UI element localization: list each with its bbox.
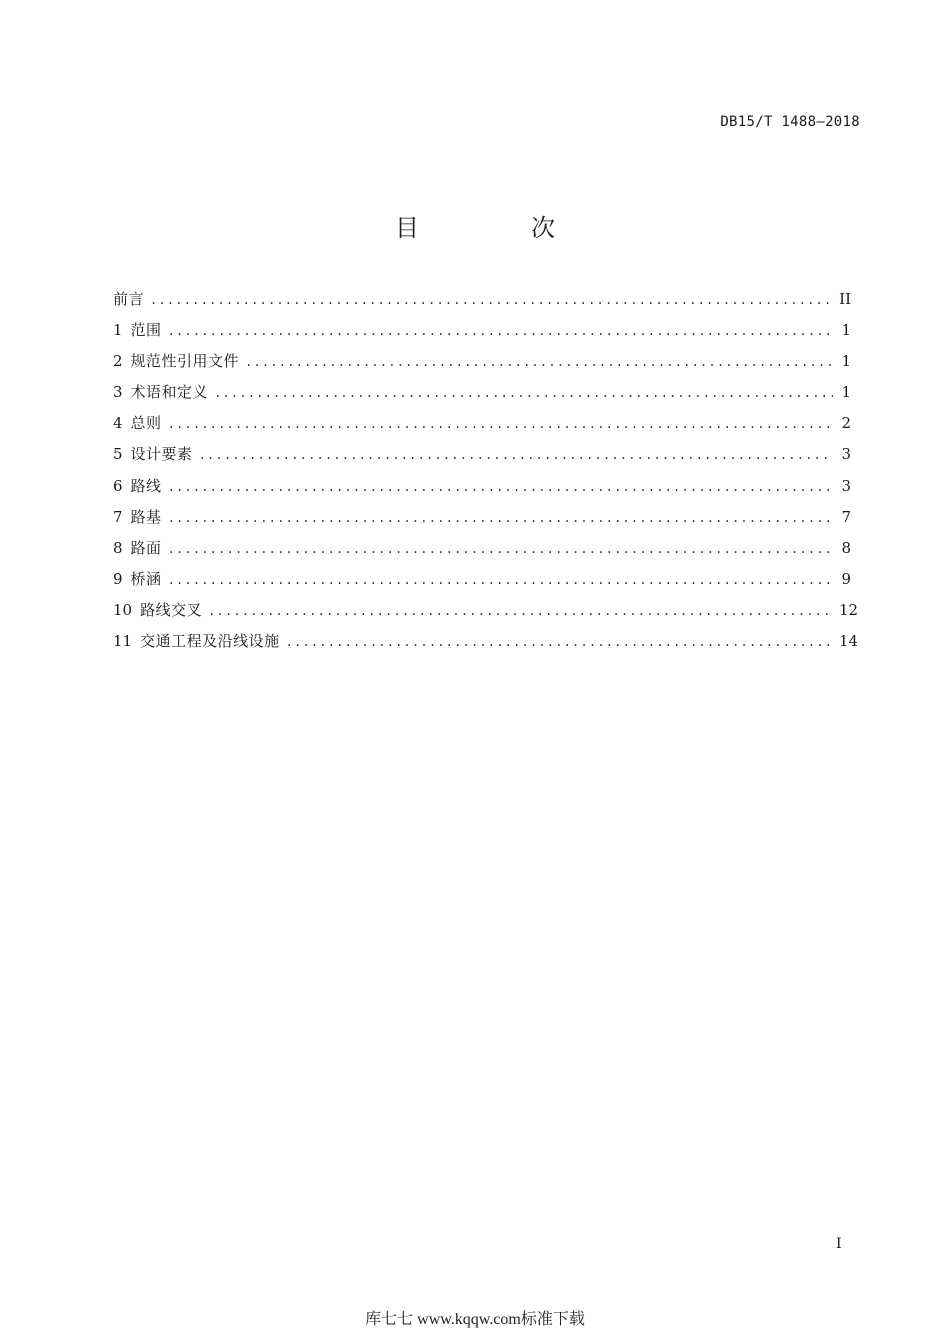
- toc-entry-number: 8: [113, 538, 123, 557]
- toc-entry-number: 4: [113, 414, 123, 433]
- toc-entry-page: II: [839, 290, 851, 308]
- toc-entry-11[interactable]: [113, 626, 859, 657]
- toc-entry-page: 12: [839, 600, 859, 619]
- toc-entry-page: 1: [841, 383, 851, 402]
- toc-entry-text: 路基: [130, 507, 162, 526]
- toc-leader-dots: [168, 534, 833, 565]
- toc-entry-foreword[interactable]: [113, 284, 851, 315]
- toc-entry-number: 10: [113, 600, 133, 619]
- toc-entry-page: 14: [839, 632, 859, 651]
- toc-entry-page: 7: [841, 507, 851, 526]
- toc-entry-number: 7: [113, 507, 123, 526]
- toc-entry-page: 1: [841, 352, 851, 371]
- page-number: I: [836, 1236, 842, 1252]
- site-watermark: 库七七 www.kqqw.com标准下载: [365, 1311, 585, 1328]
- toc-entry-text: 路面: [130, 538, 162, 557]
- toc-leader-dots: [199, 440, 833, 471]
- toc-entry-text: 前言: [113, 290, 145, 308]
- toc-entry-text: 术语和定义: [130, 383, 209, 402]
- toc-entry-1[interactable]: [113, 315, 851, 346]
- toc-entry-7[interactable]: [113, 502, 851, 533]
- toc-leader-dots: [168, 503, 833, 534]
- toc-entry-text: 规范性引用文件: [130, 352, 240, 371]
- toc-entry-number: 11: [113, 632, 133, 651]
- toc-entry-8[interactable]: [113, 533, 851, 564]
- toc-entry-text: 设计要素: [130, 445, 193, 464]
- toc-entry-number: 3: [113, 383, 123, 402]
- toc-leader-dots: [168, 472, 833, 503]
- toc-entry-page: 1: [841, 321, 851, 340]
- toc-entry-9[interactable]: [113, 564, 851, 595]
- toc-entry-text: 路线交叉: [140, 600, 203, 619]
- toc-entry-page: 9: [841, 569, 851, 588]
- document-code: DB15/T 1488—2018: [720, 114, 860, 130]
- toc-leader-dots: [168, 565, 833, 596]
- toc-entry-6[interactable]: [113, 471, 851, 502]
- toc-title: 目 次: [395, 214, 599, 242]
- toc-entry-text: 总则: [130, 414, 162, 433]
- toc-entry-page: 2: [841, 414, 851, 433]
- toc-leader-dots: [208, 596, 833, 627]
- toc-leader-dots: [168, 316, 833, 347]
- toc-leader-dots: [214, 378, 833, 409]
- toc-entry-text: 范围: [130, 321, 162, 340]
- toc-entry-page: 3: [841, 476, 851, 495]
- toc-entry-number: 2: [113, 352, 123, 371]
- toc-entry-number: 5: [113, 445, 123, 464]
- toc-entry-number: 9: [113, 569, 123, 588]
- toc-leader-dots: [286, 627, 833, 658]
- toc-entry-5[interactable]: [113, 439, 851, 470]
- toc-entry-3[interactable]: [113, 377, 851, 408]
- toc-leader-dots: [168, 409, 833, 440]
- toc-entry-page: 3: [841, 445, 851, 464]
- toc-entry-2[interactable]: [113, 346, 851, 377]
- toc-entry-text: 路线: [130, 476, 162, 495]
- toc-entry-text: 桥涵: [130, 569, 162, 588]
- toc-entry-page: 8: [841, 538, 851, 557]
- toc-leader-dots: [150, 285, 833, 316]
- table-of-contents: [113, 284, 859, 657]
- toc-entry-4[interactable]: [113, 408, 851, 439]
- toc-entry-number: 1: [113, 321, 123, 340]
- toc-entry-10[interactable]: [113, 595, 859, 626]
- toc-leader-dots: [245, 347, 833, 378]
- toc-entry-number: 6: [113, 476, 123, 495]
- toc-entry-text: 交通工程及沿线设施: [140, 632, 280, 651]
